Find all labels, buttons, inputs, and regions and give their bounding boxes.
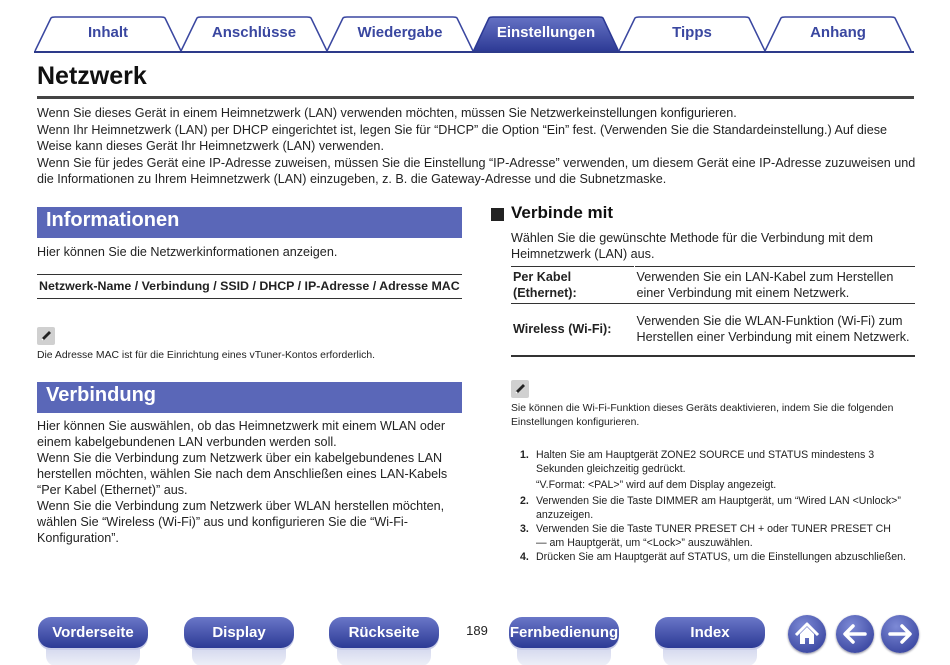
title-rule [37, 96, 914, 99]
vorderseite-button[interactable] [38, 617, 148, 651]
button-shadow [46, 648, 140, 665]
pencil-icon [511, 380, 529, 398]
home-button[interactable] [788, 615, 826, 653]
verbindung-paragraph: Hier können Sie auswählen, ob das Heimnetzwerk mit einem WLAN oder einem kabelgebundenen LAN verbunden werden soll. [37, 419, 446, 449]
intro-paragraph: Wenn Sie für jedes Gerät eine IP-Adresse zuweisen, müssen Sie die Einstellung “IP-Adresse” verwenden, um diesem Gerät eine IP-Adresse zuzuweisen und die Informationen zu Ihrem Heimnetzwerk (LAN) einzugeben, z. B. die Gateway-Adresse und die Subnetzmaske. [37, 155, 916, 186]
tab-label: Einstellungen [496, 24, 596, 41]
step-number: 2. [520, 495, 529, 507]
tab-label: Anhang [810, 24, 866, 41]
tab-einstellungen[interactable] [472, 16, 620, 52]
step-number: 4. [520, 551, 529, 563]
button-label: Index [655, 617, 765, 648]
index-button[interactable] [655, 617, 765, 651]
button-shadow [663, 648, 757, 665]
step-text: Verwenden Sie die Taste TUNER PRESET CH + oder TUNER PRESET CH [536, 523, 891, 535]
back-button[interactable] [836, 615, 874, 653]
verbindung-paragraph: Wenn Sie die Verbindung zum Netzwerk über ein kabelgebundenes LAN herstellen möchten, wählen Sie nach dem Anschließen eines LAN-Kabels “Per Kabel (Ethernet)” aus. [37, 451, 448, 497]
page-number: 189 [466, 623, 488, 638]
arrow-left-icon [836, 615, 874, 653]
tab-label: Tipps [672, 24, 712, 41]
tab-divider [34, 51, 914, 53]
informationen-text: Hier können Sie die Netzwerkinformationen anzeigen. [37, 245, 338, 259]
verbindung-paragraph: Wenn Sie die Verbindung zum Netzwerk über WLAN herstellen möchten, wählen Sie “Wireless (Wi-Fi)” aus und konfigurieren Sie die “Wi-Fi-Konfiguration”. [37, 499, 445, 545]
page-title: Netzwerk [37, 62, 147, 90]
tab-inhalt[interactable] [34, 16, 182, 52]
intro-paragraph: Wenn Sie dieses Gerät in einem Heimnetzwerk (LAN) verwenden möchten, müssen Sie Netzwerkeinstellungen konfigurieren. [37, 106, 737, 120]
step-number: 3. [520, 523, 529, 535]
informationen-items: Netzwerk-Name / Verbindung / SSID / DHCP / IP-Adresse / Adresse MAC [37, 274, 462, 299]
button-label: Display [184, 617, 294, 648]
display-button[interactable] [184, 617, 294, 651]
step-text: Halten Sie am Hauptgerät ZONE2 SOURCE und STATUS mindestens 3 Sekunden gleichzeitig gedrückt. [536, 449, 875, 475]
option-key: Per Kabel (Ethernet): [511, 267, 634, 304]
tab-tipps[interactable] [618, 16, 766, 52]
step-sub: “V.Format: <PAL>” wird auf dem Display angezeigt. [536, 479, 777, 491]
table-row [511, 267, 915, 304]
intro-text [37, 105, 917, 188]
step-number: 1. [520, 449, 529, 461]
tab-anhang[interactable] [764, 16, 912, 52]
verbinde-text: Wählen Sie die gewünschte Methode für die Verbindung mit dem Heimnetzwerk (LAN) aus. [511, 231, 873, 261]
step-sub: — am Hauptgerät, um “<Lock>” auszuwählen. [536, 537, 753, 549]
table-row [511, 304, 915, 356]
button-label: Fernbedienung [509, 617, 619, 648]
square-bullet-icon [491, 208, 504, 221]
tab-label: Inhalt [88, 24, 128, 41]
tab-label: Anschlüsse [211, 24, 297, 41]
intro-paragraph: Wenn Ihr Heimnetzwerk (LAN) per DHCP eingerichtet ist, legen Sie für “DHCP” die Option “Ein” fest. (Verwenden Sie die Standardeinstellung.) Auf diese Weise kann dieses Gerät Ihr Heimnetzwerk (LAN) verwenden. [37, 122, 888, 153]
verbinde-heading: Verbinde mit [511, 203, 614, 222]
button-shadow [192, 648, 286, 665]
option-value: Verwenden Sie ein LAN-Kabel zum Herstellen einer Verbindung mit einem Netzwerk. [634, 267, 915, 304]
pencil-icon [37, 327, 55, 345]
arrow-right-icon [881, 615, 919, 653]
informationen-note: Die Adresse MAC ist für die Einrichtung eines vTuner-Kontos erforderlich. [37, 350, 376, 361]
list-item [520, 550, 920, 564]
wifi-note: Sie können die Wi-Fi-Funktion dieses Geräts deaktivieren, indem Sie die folgenden Einstellungen konfigurieren. [511, 403, 894, 428]
button-shadow [337, 648, 431, 665]
list-item [520, 522, 920, 550]
fernbedienung-button[interactable] [509, 617, 619, 651]
verbindung-text [37, 418, 462, 546]
section-heading-informationen: Informationen [37, 207, 462, 238]
tab-bar [34, 16, 914, 52]
forward-button[interactable] [881, 615, 919, 653]
option-value: Verwenden Sie die WLAN-Funktion (Wi-Fi) zum Herstellen einer Verbindung mit einem Netzwerk. [634, 304, 915, 356]
step-text: Drücken Sie am Hauptgerät auf STATUS, um die Einstellungen abzuschließen. [536, 551, 906, 563]
button-shadow [517, 648, 611, 665]
step-text: Verwenden Sie die Taste DIMMER am Hauptgerät, um “Wired LAN <Unlock>” anzuzeigen. [536, 495, 901, 521]
option-key: Wireless (Wi-Fi): [511, 304, 634, 356]
home-icon [788, 615, 826, 653]
list-item [520, 494, 920, 522]
connection-options-table [511, 266, 915, 357]
button-label: Rückseite [329, 617, 439, 648]
button-label: Vorderseite [38, 617, 148, 648]
tab-anschluesse[interactable] [180, 16, 328, 52]
rueckseite-button[interactable] [329, 617, 439, 651]
tab-wiedergabe[interactable] [326, 16, 474, 52]
section-heading-verbindung: Verbindung [37, 382, 462, 413]
list-item [520, 448, 920, 492]
steps-list [520, 448, 920, 564]
tab-label: Wiedergabe [357, 24, 443, 41]
